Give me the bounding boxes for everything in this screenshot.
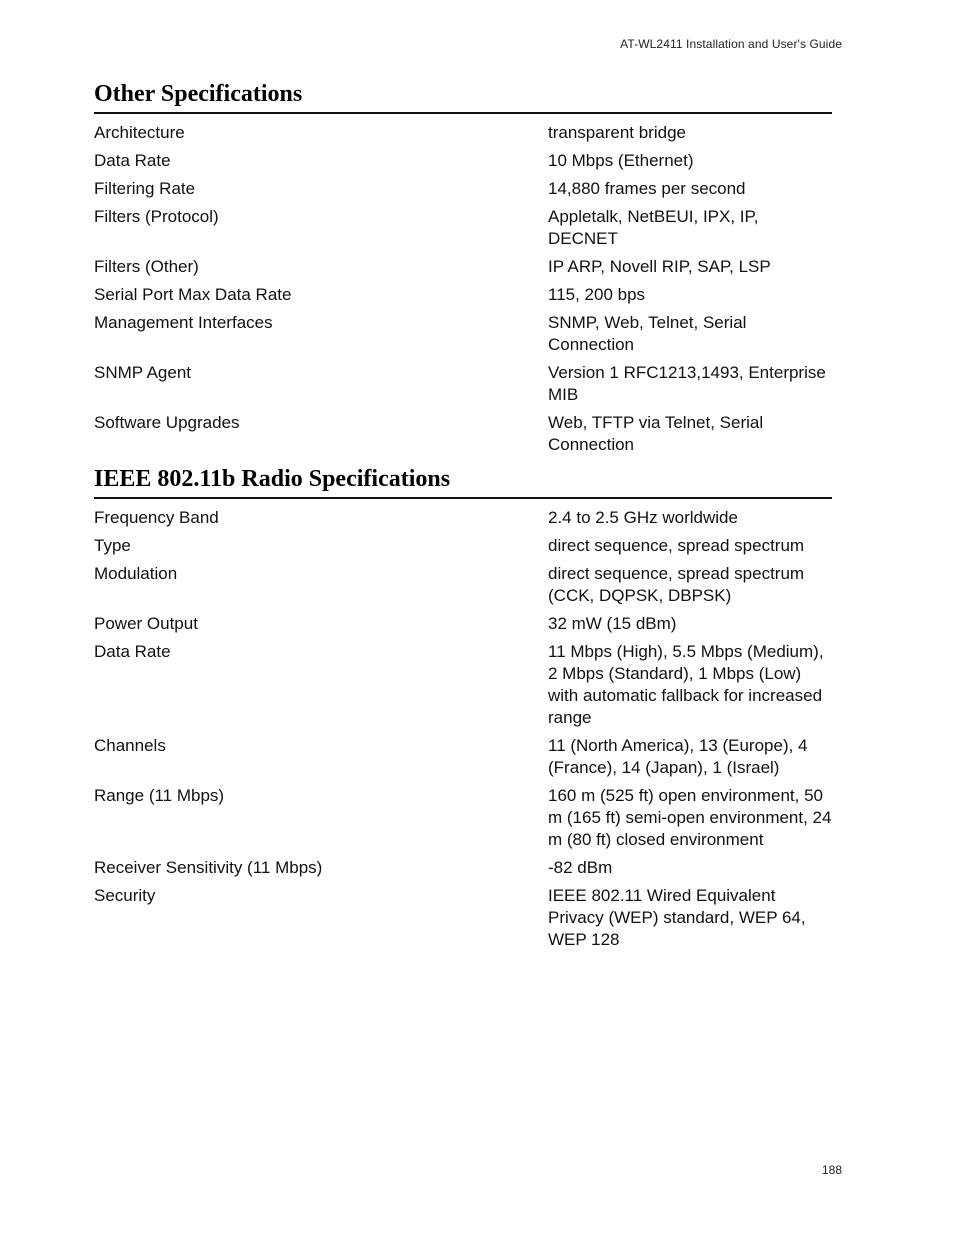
spec-label: Data Rate: [94, 642, 171, 661]
radio-specifications-section: [94, 465, 832, 957]
spec-value: IP ARP, Novell RIP, SAP, LSP: [548, 257, 771, 276]
spec-row: [94, 150, 832, 172]
spec-row: [94, 563, 832, 607]
spec-value: Appletalk, NetBEUI, IPX, IP, DECNET: [548, 207, 759, 248]
spec-label: Range (11 Mbps): [94, 786, 225, 805]
spec-value: 32 mW (15 dBm): [548, 614, 677, 633]
spec-table: [94, 507, 832, 951]
spec-value: 115, 200 bps: [548, 285, 646, 304]
spec-value: 10 Mbps (Ethernet): [548, 151, 694, 170]
spec-label: SNMP Agent: [94, 363, 192, 382]
spec-row: [94, 885, 832, 951]
spec-label: Filters (Other): [94, 257, 199, 276]
spec-value: 14,880 frames per second: [548, 179, 746, 198]
spec-label: Security: [94, 886, 156, 905]
spec-row: [94, 284, 832, 306]
spec-label: Data Rate: [94, 151, 171, 170]
spec-row: [94, 412, 832, 456]
spec-value: 11 Mbps (High), 5.5 Mbps (Medium), 2 Mbps (Standard), 1 Mbps (Low) with automatic fallback for increased range: [548, 642, 824, 727]
spec-table: [94, 122, 832, 456]
spec-label: Type: [94, 536, 131, 555]
spec-row: [94, 122, 832, 144]
spec-label: Management Interfaces: [94, 313, 273, 332]
spec-row: [94, 206, 832, 250]
spec-row: [94, 362, 832, 406]
spec-label: Filters (Protocol): [94, 207, 219, 226]
spec-value: direct sequence, spread spectrum (CCK, DQPSK, DBPSK): [548, 564, 805, 605]
other-specifications-section: [94, 80, 832, 462]
page-number: 188: [821, 1163, 842, 1177]
spec-row: [94, 641, 832, 729]
running-header: AT-WL2411 Installation and User's Guide: [620, 37, 842, 51]
spec-value: transparent bridge: [548, 123, 686, 142]
spec-value: 160 m (525 ft) open environment, 50 m (165 ft) semi-open environment, 24 m (80 ft) closed environment: [548, 786, 832, 849]
spec-label: Software Upgrades: [94, 413, 240, 432]
spec-value: Web, TFTP via Telnet, Serial Connection: [548, 413, 764, 454]
spec-value: SNMP, Web, Telnet, Serial Connection: [548, 313, 747, 354]
spec-row: [94, 507, 832, 529]
spec-label: Power Output: [94, 614, 198, 633]
spec-value: direct sequence, spread spectrum: [548, 536, 805, 555]
spec-row: [94, 613, 832, 635]
spec-row: [94, 178, 832, 200]
spec-label: Modulation: [94, 564, 178, 583]
spec-value: -82 dBm: [548, 858, 613, 877]
spec-row: [94, 256, 832, 278]
spec-row: [94, 857, 832, 879]
spec-value: IEEE 802.11 Wired Equivalent Privacy (WEP) standard, WEP 64, WEP 128: [548, 886, 806, 949]
spec-value: 11 (North America), 13 (Europe), 4 (France), 14 (Japan), 1 (Israel): [548, 736, 808, 777]
spec-row: [94, 312, 832, 356]
spec-label: Filtering Rate: [94, 179, 196, 198]
spec-value: 2.4 to 2.5 GHz worldwide: [548, 508, 738, 527]
spec-label: Receiver Sensitivity (11 Mbps): [94, 858, 323, 877]
section-title: IEEE 802.11b Radio Specifications: [94, 465, 832, 499]
spec-row: [94, 735, 832, 779]
spec-label: Architecture: [94, 123, 185, 142]
spec-row: [94, 785, 832, 851]
spec-value: Version 1 RFC1213,1493, Enterprise MIB: [548, 363, 826, 404]
section-title: Other Specifications: [94, 80, 832, 114]
spec-row: [94, 535, 832, 557]
spec-label: Channels: [94, 736, 166, 755]
spec-label: Frequency Band: [94, 508, 219, 527]
spec-label: Serial Port Max Data Rate: [94, 285, 292, 304]
